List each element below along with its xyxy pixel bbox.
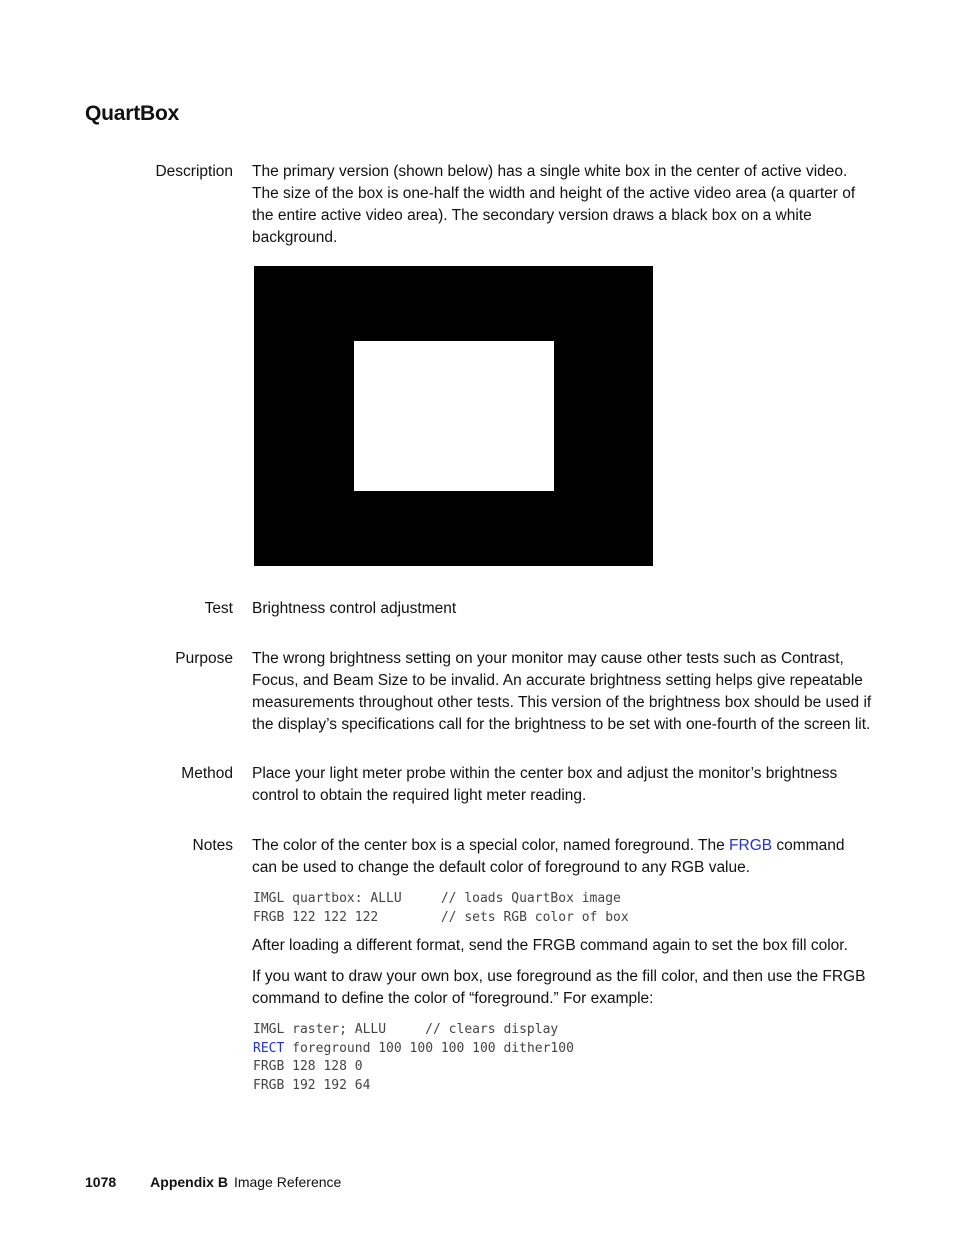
- footer-appendix: Appendix B: [150, 1174, 228, 1190]
- description-text: The primary version (shown below) has a single white box in the center of active video. The size of the box is one-half the width and height of the active video area (a quarter of the entire active video area). The secondary version draws a black box on a white background.: [252, 163, 856, 246]
- code-line: FRGB 122 122 122 // sets RGB color of box: [253, 909, 629, 925]
- test-label: Test: [204, 600, 233, 617]
- purpose-text: The wrong brightness setting on your monitor may cause other tests such as Contrast, Focus, and Beam Size to be invalid. An accurate brightness setting helps give repeatable measurements throughout other tests. This version of the brightness box should be used if the display’s specifications call for the brightness to be set with one-fourth of the screen lit.: [252, 650, 872, 733]
- code-block-1: [253, 890, 629, 927]
- code-line: FRGB 128 128 0: [253, 1059, 363, 1075]
- quartbox-white-box: [354, 341, 554, 491]
- page-footer: [85, 1173, 341, 1191]
- code-line: IMGL raster; ALLU // clears display: [253, 1022, 559, 1037]
- method-text: Place your light meter probe within the center box and adjust the monitor’s brightness control to obtain the required light meter reading.: [252, 765, 838, 804]
- notes-label: Notes: [192, 837, 233, 854]
- code-block-2: [253, 1021, 574, 1096]
- notes-intro-before: The color of the center box is a special color, named foreground. The: [252, 837, 730, 854]
- test-text: Brightness control adjustment: [252, 600, 457, 617]
- code-line: IMGL quartbox: ALLU // loads QuartBox image: [253, 891, 621, 906]
- code-line: FRGB 192 192 64: [253, 1078, 371, 1094]
- footer-section: Image Reference: [233, 1174, 342, 1190]
- description-label: Description: [155, 163, 233, 180]
- page-title: QuartBox: [85, 102, 180, 125]
- rect-keyword-link[interactable]: RECT: [253, 1040, 285, 1056]
- quartbox-figure: [254, 266, 653, 566]
- page-number: 1078: [85, 1174, 117, 1190]
- notes-intro-after: command can be used to change the default color of foreground to any RGB value.: [252, 837, 845, 876]
- notes-intro: [252, 835, 872, 879]
- method-label: Method: [181, 765, 233, 782]
- purpose-label: Purpose: [175, 650, 233, 667]
- code-line-rest: foreground 100 100 100 100 dither100: [284, 1040, 574, 1056]
- frgb-link[interactable]: FRGB: [729, 837, 773, 854]
- notes-para-3: If you want to draw your own box, use foreground as the fill color, and then use the FRGB command to define the color of “foreground.” For example:: [252, 968, 866, 1007]
- notes-para-2: After loading a different format, send the FRGB command again to set the box fill color.: [252, 937, 848, 954]
